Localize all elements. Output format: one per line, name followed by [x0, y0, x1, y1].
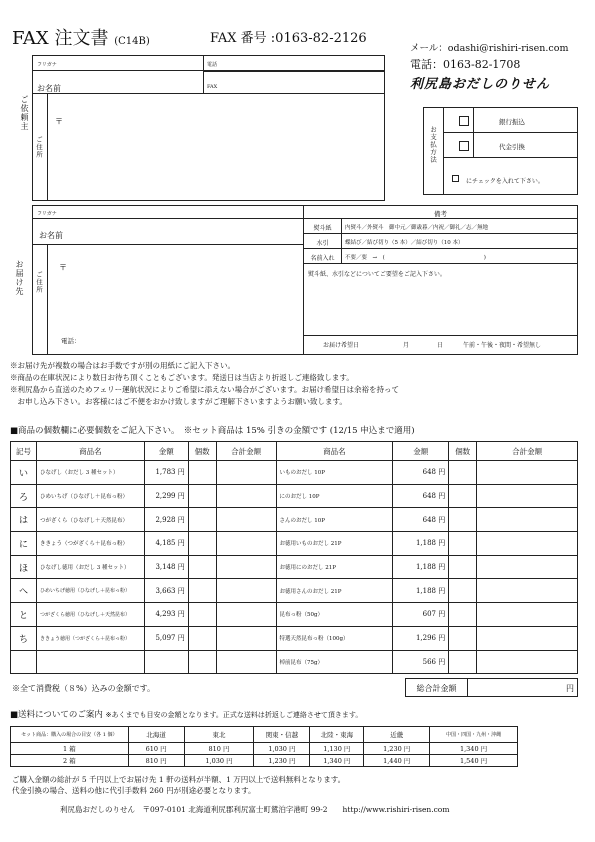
product-name: 昆布っ粉（50g） — [276, 603, 393, 627]
product-name: ききょう（つがざくら＋昆布っ粉） — [36, 532, 144, 556]
product-price: 1,188 円 — [393, 555, 449, 579]
product-price: 5,097 円 — [144, 626, 188, 650]
shipping-col-hokuriku: 北陸・東海 — [310, 727, 364, 743]
product-name: お徳用さんのおだし 21P — [276, 579, 393, 603]
shipping-cell: 1,030 円 — [254, 743, 310, 755]
qty-cell[interactable] — [188, 555, 216, 579]
delivery-date-label: お届け希望日 — [323, 342, 360, 349]
delivery-address-label: ご住所 — [35, 271, 43, 294]
table-row — [11, 484, 578, 508]
shipping-cell: 810 円 — [184, 743, 254, 755]
requester-address-label: ご住所 — [35, 136, 43, 159]
shipping-cell: 1 箱 — [11, 743, 129, 755]
qty-cell[interactable] — [449, 650, 477, 674]
qty-cell — [188, 650, 216, 674]
payment-label: お支払方法 — [429, 126, 437, 164]
product-name: つがざくら（ひなげし＋天然昆布） — [36, 508, 144, 532]
grand-total-label: 総合計金額 — [406, 679, 468, 696]
product-symbol: は — [11, 508, 37, 532]
product-name: 棹前昆布（75g） — [276, 650, 393, 674]
shipping-col-kinki: 近畿 — [364, 727, 430, 743]
mizuhiki-options[interactable]: 蝶結び／結び切り（5 本）／結び切り（10 本） — [345, 240, 464, 246]
product-symbol: へ — [11, 579, 37, 603]
shipping-col-label: セット商品：購入の場合の目安（各 1 個） — [11, 727, 129, 743]
col-symbol: 記号 — [11, 442, 37, 461]
product-symbol — [11, 650, 37, 674]
product-price: 3,663 円 — [144, 579, 188, 603]
shipping-col-kanto: 関東・信越 — [254, 727, 310, 743]
total-cell[interactable] — [477, 461, 578, 485]
qty-cell[interactable] — [449, 579, 477, 603]
total-cell[interactable] — [477, 603, 578, 627]
shipping-table — [10, 726, 518, 767]
product-symbol: ほ — [11, 555, 37, 579]
product-name: ひめいちげ（ひなげし＋昆布っ粉） — [36, 484, 144, 508]
col-price: 金額 — [144, 442, 188, 461]
product-name: いものおだし 10P — [276, 461, 393, 485]
product-price: 648 円 — [393, 508, 449, 532]
tax-note: ※全て消費税（８%）込みの金額です。 — [12, 684, 155, 693]
product-name: お徳用いものおだし 21P — [276, 532, 393, 556]
total-cell[interactable] — [216, 532, 276, 556]
product-price: 3,148 円 — [144, 555, 188, 579]
product-price: 648 円 — [393, 461, 449, 485]
requester-section — [10, 55, 385, 201]
product-name: 特選天然昆布っ粉（100g） — [276, 626, 393, 650]
qty-cell[interactable] — [449, 555, 477, 579]
product-name: ききょう徳用（つがざくら＋昆布っ粉） — [36, 626, 144, 650]
qty-cell[interactable] — [188, 461, 216, 485]
product-name: ひなげし（おだし 3 種セット） — [36, 461, 144, 485]
check-sample-icon — [452, 175, 459, 182]
shipping-col-hokkaido: 北海道 — [128, 727, 184, 743]
col-qty-2: 個数 — [449, 442, 477, 461]
qty-cell[interactable] — [188, 603, 216, 627]
grand-total-field[interactable] — [470, 679, 565, 696]
table-row — [11, 755, 518, 767]
col-total: 合計金額 — [216, 442, 276, 461]
remarks-title: 備考 — [304, 206, 577, 219]
total-cell[interactable] — [216, 626, 276, 650]
shipping-cell: 1,230 円 — [254, 755, 310, 767]
delivery-name-label: お名前 — [39, 231, 63, 240]
product-name — [36, 650, 144, 674]
products-header-row — [11, 442, 578, 461]
requester-box — [32, 55, 385, 201]
time-options[interactable]: 午前・午後・夜間・希望無し — [463, 342, 542, 349]
shipping-cell: 1,130 円 — [310, 743, 364, 755]
requester-address-field[interactable] — [51, 98, 381, 196]
shipping-cell: 810 円 — [128, 755, 184, 767]
note-line: ※お届け先が複数の場合はお手数ですが別の用紙にご記入下さい。 — [10, 361, 235, 370]
total-cell[interactable] — [216, 603, 276, 627]
product-price: 2,299 円 — [144, 484, 188, 508]
payment-section — [423, 107, 578, 195]
fax-number: FAX 番号 :0163-82-2126 — [210, 31, 367, 46]
delivery-postal: 〒 — [59, 263, 67, 272]
product-symbol: ち — [11, 626, 37, 650]
product-symbol: と — [11, 603, 37, 627]
noshi-options[interactable]: 内熨斗／外熨斗 御中元／御歳暮／内祝／御礼／志／無地 — [345, 225, 489, 231]
bank-transfer-label: 銀行振込 — [499, 118, 525, 126]
product-price: 607 円 — [393, 603, 449, 627]
shipping-header-row — [11, 727, 518, 743]
product-price: 2,928 円 — [144, 508, 188, 532]
grand-total-box — [405, 678, 578, 697]
total-cell[interactable] — [216, 555, 276, 579]
month-label: 月 — [403, 342, 410, 349]
requester-name-label: お名前 — [37, 84, 61, 93]
total-cell[interactable] — [477, 484, 578, 508]
col-qty: 個数 — [188, 442, 216, 461]
total-cell[interactable] — [477, 650, 578, 674]
product-name: お徳用にのおだし 21P — [276, 555, 393, 579]
col-product-2: 商品名 — [276, 442, 393, 461]
notes — [10, 360, 399, 408]
table-row — [11, 579, 578, 603]
total-cell[interactable] — [477, 555, 578, 579]
cod-label: 代金引換 — [499, 143, 525, 151]
table-row — [11, 743, 518, 755]
remarks-field[interactable] — [308, 281, 573, 331]
shipping-cell: 1,340 円 — [430, 743, 518, 755]
shipping-col-tohoku: 東北 — [184, 727, 254, 743]
product-name: ひなげし徳用（おだし 3 種セット） — [36, 555, 144, 579]
qty-cell[interactable] — [449, 508, 477, 532]
qty-cell[interactable] — [188, 532, 216, 556]
shipping-heading — [10, 708, 362, 720]
form-code: (C14B) — [114, 36, 150, 47]
table-row — [11, 650, 578, 674]
name-print-label: 名前入れ — [304, 249, 342, 264]
delivery-label: お届け先 — [15, 260, 24, 296]
contact-mail: メール：odashi@rishiri-risen.com — [410, 43, 569, 54]
product-price: 1,188 円 — [393, 532, 449, 556]
product-name: にのおだし 10P — [276, 484, 393, 508]
footer-note-line: ご購入金額の総計が 5 千円以上でお届け先 1 軒の送料が半額、1 万円以上で送料無料となります。 — [12, 775, 346, 784]
product-name: ひめいちげ徳用（ひなげし＋昆布っ粉） — [36, 579, 144, 603]
total-cell[interactable] — [216, 579, 276, 603]
delivery-section — [10, 205, 578, 355]
product-price — [144, 650, 188, 674]
total-cell[interactable] — [477, 579, 578, 603]
payment-note: にチェックを入れて下さい。 — [466, 178, 544, 185]
delivery-tel-label: 電話： — [61, 337, 81, 345]
note-line: お申し込み下さい。お客様にはご不便をおかけ致しますがご理解下さいますようお願い致します。 — [10, 397, 347, 406]
table-row — [11, 532, 578, 556]
requester-tel-label: 電話 — [207, 62, 218, 68]
products-table — [10, 441, 578, 674]
title-text: FAX 注文書 — [12, 28, 109, 49]
contact-tel: 電話：0163-82-1708 — [410, 58, 521, 71]
footer-notes — [12, 774, 345, 796]
product-name: さんのおだし 10P — [276, 508, 393, 532]
shipping-subnote: ※あくまでも目安の金額となります。正式な送料は折返しご連絡させて頂きます。 — [105, 711, 363, 719]
col-product: 商品名 — [36, 442, 144, 461]
delivery-box — [32, 205, 578, 355]
note-line: ※商品の在庫状況により数日お待ち頂くこともございます。発送日は当店より折返しご連絡致します。 — [10, 373, 354, 382]
qty-cell[interactable] — [449, 532, 477, 556]
qty-cell[interactable] — [449, 603, 477, 627]
qty-cell[interactable] — [188, 508, 216, 532]
qty-cell[interactable] — [188, 579, 216, 603]
products-heading: ■商品の個数欄に必要個数をご記入下さい。 ※セット商品は 15% 引きの金額です (12/15 申込まで適用) — [10, 426, 415, 436]
product-price: 566 円 — [393, 650, 449, 674]
total-cell[interactable] — [477, 532, 578, 556]
product-price: 1,188 円 — [393, 579, 449, 603]
qty-cell[interactable] — [188, 484, 216, 508]
shipping-cell: 1,340 円 — [310, 755, 364, 767]
page-title — [12, 24, 150, 50]
yen-label: 円 — [566, 684, 574, 693]
product-name: つがざくら徳用（ひなげし＋天然昆布） — [36, 603, 144, 627]
total-cell[interactable] — [477, 508, 578, 532]
shipping-title: ■送料についてのご案内 — [10, 710, 103, 720]
total-cell[interactable] — [216, 484, 276, 508]
mizuhiki-label: 水引 — [304, 234, 342, 249]
product-price: 648 円 — [393, 484, 449, 508]
name-print-options[interactable]: 不要／要 → ( ) — [345, 255, 486, 261]
qty-cell[interactable] — [188, 626, 216, 650]
bank-transfer-checkbox[interactable] — [459, 116, 469, 126]
shipping-cell: 1,230 円 — [364, 743, 430, 755]
table-row — [11, 461, 578, 485]
total-cell[interactable] — [216, 508, 276, 532]
footer-address: 利尻島おだしのりせん 〒097-0101 北海道利尻郡利尻富士町鴛泊字港町 99-2 http://www.rishiri-risen.com — [60, 805, 450, 814]
total-cell[interactable] — [477, 626, 578, 650]
day-label: 日 — [437, 342, 444, 349]
product-symbol: い — [11, 461, 37, 485]
brand-logo: 利尻島おだしのりせん — [410, 77, 551, 92]
product-price: 4,293 円 — [144, 603, 188, 627]
table-row — [11, 555, 578, 579]
cod-checkbox[interactable] — [459, 141, 469, 151]
total-cell[interactable] — [216, 461, 276, 485]
shipping-cell: 1,440 円 — [364, 755, 430, 767]
qty-cell[interactable] — [449, 461, 477, 485]
noshi-label: 熨斗紙 — [304, 219, 342, 234]
shipping-cell: 1,540 円 — [430, 755, 518, 767]
product-symbol: に — [11, 532, 37, 556]
product-price: 1,783 円 — [144, 461, 188, 485]
footer-note-line: 代金引換の場合、送料の他に代引手数料 260 円が別途必要となります。 — [12, 786, 256, 795]
product-symbol: ろ — [11, 484, 37, 508]
total-cell — [216, 650, 276, 674]
col-total-2: 合計金額 — [477, 442, 578, 461]
shipping-cell: 1,030 円 — [184, 755, 254, 767]
shipping-cell: 610 円 — [128, 743, 184, 755]
qty-cell[interactable] — [449, 626, 477, 650]
col-price-2: 金額 — [393, 442, 449, 461]
requester-furigana-label: フリガナ — [37, 62, 57, 68]
product-price: 1,296 円 — [393, 626, 449, 650]
shipping-col-chugoku: 中国・四国・九州・沖縄 — [430, 727, 518, 743]
requester-fax-label: FAX — [207, 84, 218, 90]
table-row — [11, 626, 578, 650]
delivery-furigana-label: フリガナ — [37, 211, 57, 217]
remarks-request: 熨斗紙、水引などについてご要望をご記入下さい。 — [308, 271, 446, 278]
requester-label: ご依頼主 — [20, 95, 29, 131]
product-price: 4,185 円 — [144, 532, 188, 556]
shipping-cell: 2 箱 — [11, 755, 129, 767]
table-row — [11, 603, 578, 627]
note-line: ※利尻島から直送のためフェリー運航状況によりご希望に添えない場合がございます。お届け希望日は余裕を持って — [10, 385, 400, 394]
table-row — [11, 508, 578, 532]
requester-postal: 〒 — [55, 117, 63, 126]
qty-cell[interactable] — [449, 484, 477, 508]
